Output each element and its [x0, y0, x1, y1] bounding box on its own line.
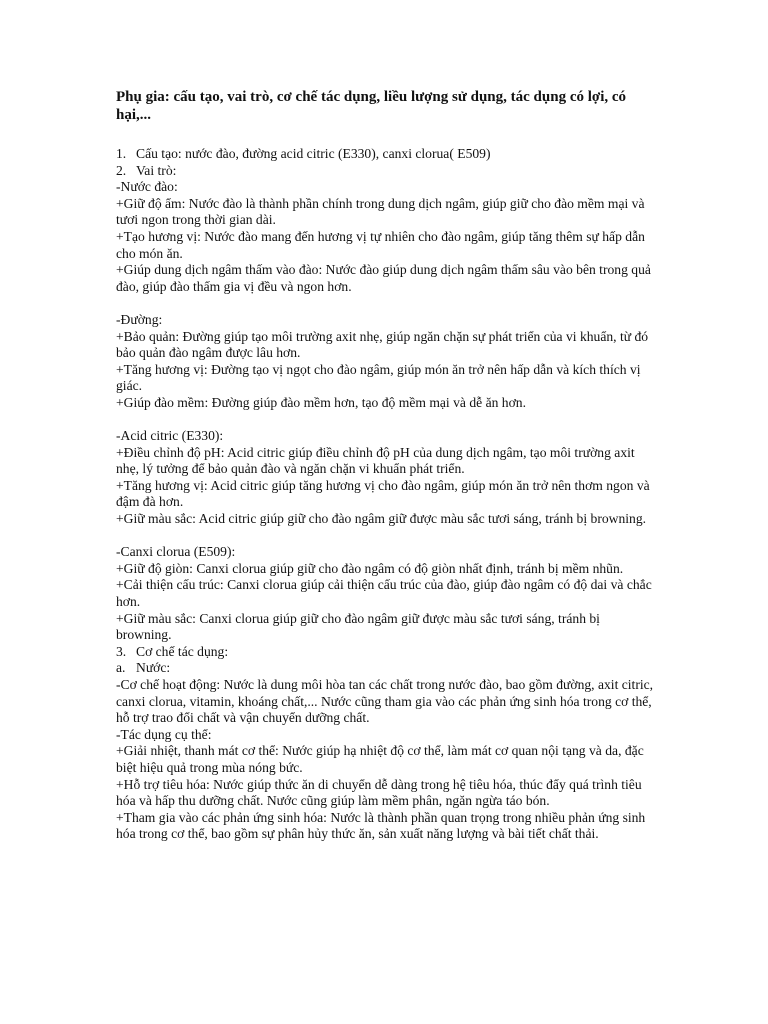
paragraph: +Cải thiện cấu trúc: Canxi clorua giúp cải thiện cấu trúc của đào, giúp đào ngâm có độ dai và chắc hơn.: [116, 577, 656, 610]
section-text: Nước:: [136, 660, 171, 676]
section-text: Vai trò:: [136, 162, 177, 178]
subheading-acid-citric: -Acid citric (E330):: [116, 428, 224, 444]
subheading-canxi-clorua: -Canxi clorua (E509):: [116, 544, 236, 560]
paragraph: +Hỗ trợ tiêu hóa: Nước giúp thức ăn di chuyển dễ dàng trong hệ tiêu hóa, thúc đẩy quá trình tiêu hóa và hấp thu dưỡng chất. Nước cũng giúp làm mềm phân, ngăn ngừa táo bón.: [116, 776, 646, 809]
paragraph: +Giúp dung dịch ngâm thấm vào đào: Nước đào giúp dung dịch ngâm thấm sâu vào bên trong quả đào, giúp đào thấm gia vị đều và ngon hơn.: [116, 262, 655, 294]
section-number: 3.: [116, 643, 127, 659]
section-number: a.: [116, 660, 126, 676]
paragraph: +Tăng hương vị: Acid citric giúp tăng hương vị cho đào ngâm, giúp món ăn trở nên thơm ngon và đậm đà hơn.: [116, 477, 654, 510]
section-number: 1.: [116, 146, 127, 161]
section-3: [116, 644, 656, 661]
paragraph: +Tham gia vào các phản ứng sinh hóa: Nước là thành phần quan trọng trong nhiều phản ứng sinh hóa trong cơ thể, bao gồm sự phân hủy thức ăn, sản xuất năng lượng và bài tiết chất thải.: [116, 809, 649, 842]
paragraph: +Giải nhiệt, thanh mát cơ thể: Nước giúp hạ nhiệt độ cơ thể, làm mát cơ quan nội tạng và da, đặc biệt hiệu quả trong mùa nóng bức.: [116, 743, 648, 775]
section-1: [116, 146, 656, 163]
spacer: [116, 295, 656, 312]
paragraph: +Bảo quản: Đường giúp tạo môi trường axit nhẹ, giúp ngăn chặn sự phát triển của vi khuẩn, từ đó bảo quản đào ngâm được lâu hơn.: [116, 328, 652, 361]
paragraph: -Cơ chế hoạt động: Nước là dung môi hòa tan các chất trong nước đào, bao gồm đường, axit citric, canxi clorua, vitamin, khoáng chất,... Nước cũng tham gia vào các phản ứng sinh hóa trong cơ thể, hỗ trợ trao đổi chất và vận chuyển dưỡng chất.: [116, 677, 657, 726]
section-2: [116, 163, 656, 180]
section-number: 2.: [116, 162, 127, 178]
subheading-duong: -Đường:: [116, 311, 163, 327]
paragraph: +Giữ màu sắc: Acid citric giúp giữ cho đào ngâm giữ được màu sắc tươi sáng, tránh bị browning.: [116, 511, 647, 527]
paragraph: -Tác dụng cụ thể:: [116, 726, 212, 742]
spacer: [116, 528, 656, 545]
section-3a: [116, 660, 656, 677]
paragraph: +Điều chỉnh độ pH: Acid citric giúp điều chỉnh độ pH của dung dịch ngâm, tạo môi trường axit nhẹ, lý tưởng để bảo quản đào và ngăn chặn vi khuẩn phát triển.: [116, 444, 639, 477]
document-page: [116, 88, 656, 843]
document-title: Phụ gia: cấu tạo, vai trò, cơ chế tác dụng, liều lượng sử dụng, tác dụng có lợi, có hại,...: [116, 89, 627, 123]
paragraph: +Giữ độ ẩm: Nước đào là thành phần chính trong dung dịch ngâm, giúp giữ cho đào mềm mại và tươi ngon trong thời gian dài.: [116, 195, 648, 228]
spacer: [116, 412, 656, 429]
section-text: Cơ chế tác dụng:: [136, 643, 229, 659]
section-text: Cấu tạo: nước đào, đường acid citric (E330), canxi clorua( E509): [136, 146, 491, 161]
paragraph: +Giúp đào mềm: Đường giúp đào mềm hơn, tạo độ mềm mại và dễ ăn hơn.: [116, 394, 526, 410]
paragraph: +Giữ màu sắc: Canxi clorua giúp giữ cho đào ngâm giữ được màu sắc tươi sáng, tránh bị browning.: [116, 610, 604, 643]
subheading-nuoc-dao: -Nước đào:: [116, 179, 178, 195]
paragraph: +Tạo hương vị: Nước đào mang đến hương vị tự nhiên cho đào ngâm, giúp tăng thêm sự hấp dẫn cho món ăn.: [116, 228, 649, 261]
paragraph: +Giữ độ giòn: Canxi clorua giúp giữ cho đào ngâm có độ giòn nhất định, tránh bị mềm nhũn.: [116, 560, 624, 576]
paragraph: +Tăng hương vị: Đường tạo vị ngọt cho đào ngâm, giúp món ăn trở nên hấp dẫn và kích thích vị giác.: [116, 361, 644, 394]
